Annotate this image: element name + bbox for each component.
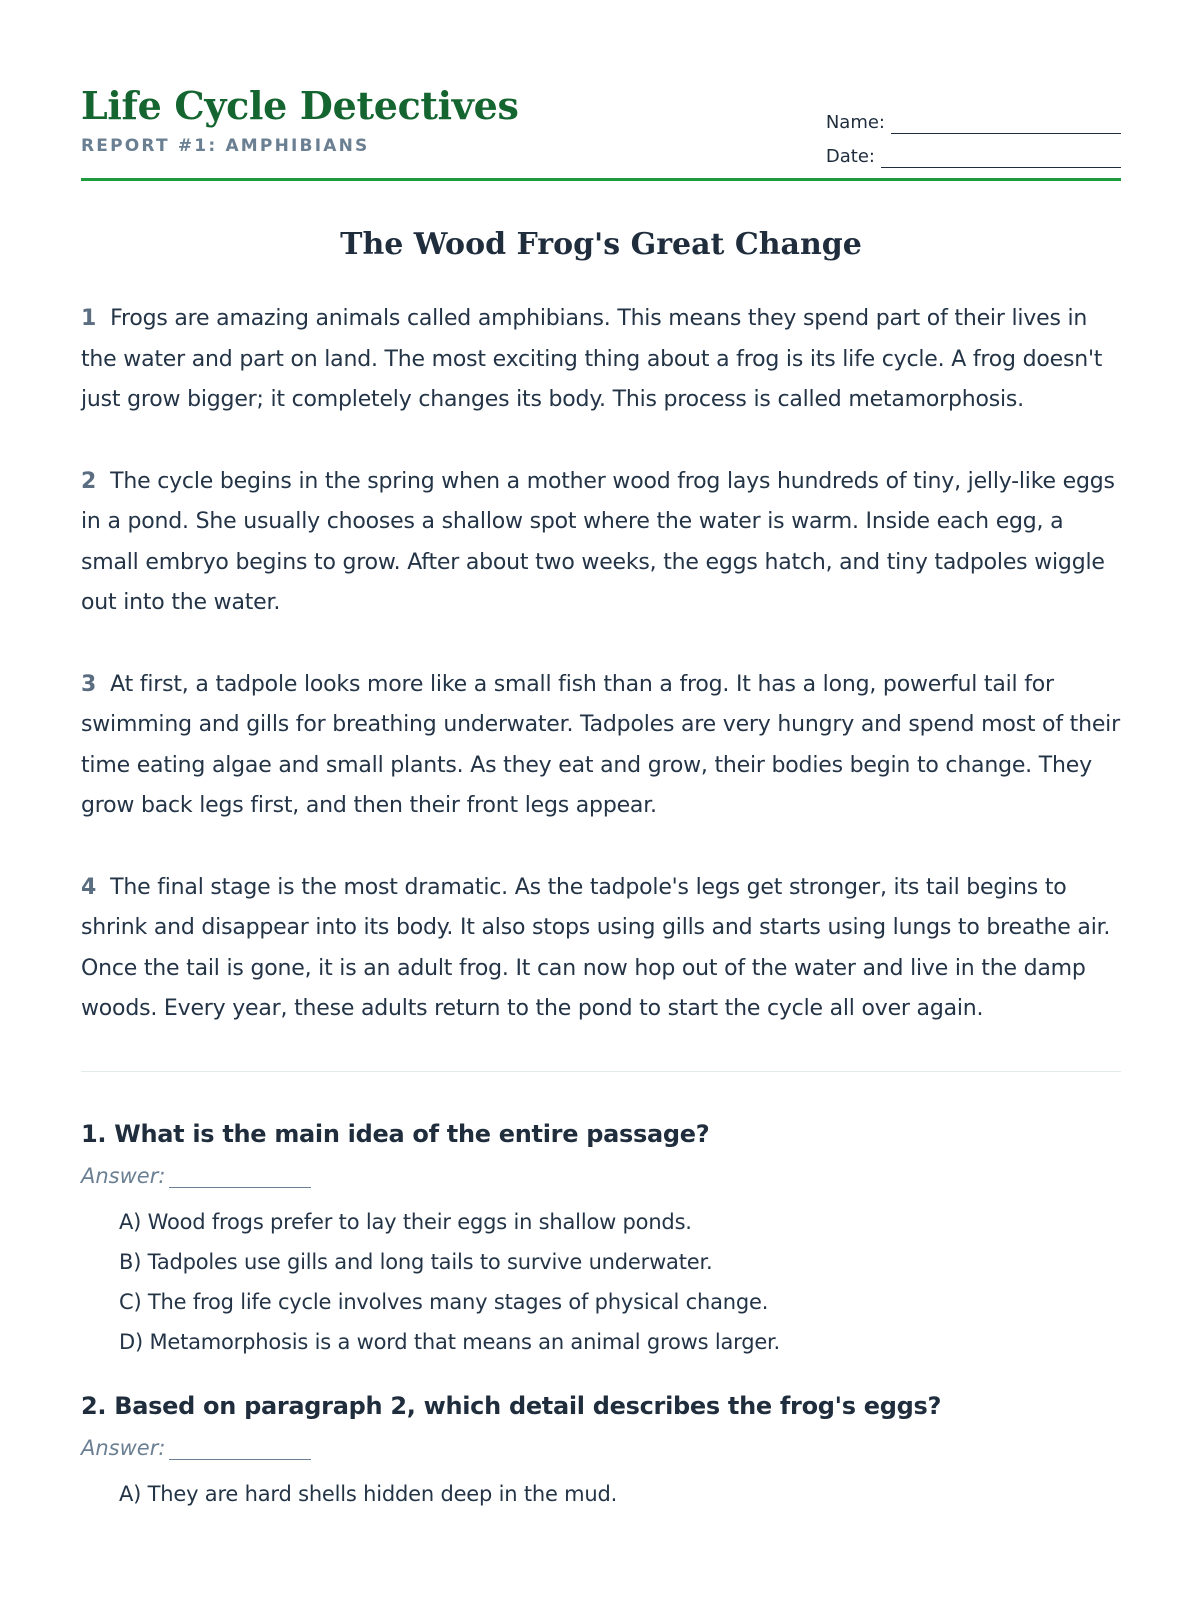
- answer-blank-line: [169, 1167, 311, 1188]
- paragraph-number: 3: [81, 671, 97, 697]
- section-divider: [81, 1071, 1121, 1072]
- paragraph-number: 1: [81, 306, 97, 331]
- date-field: [821, 134, 1121, 168]
- date-label: Date:: [825, 146, 875, 167]
- question-text: 1. What is the main idea of the entire passage?: [81, 1119, 710, 1148]
- answer-label: Answer:: [81, 1163, 166, 1188]
- option-c: C) The frog life cycle involves many stages of physical change.: [119, 1289, 769, 1314]
- questions-section: [81, 1118, 1121, 1514]
- passage-paragraph: [81, 299, 1121, 421]
- name-blank-line: [891, 111, 1121, 134]
- worksheet-header: [81, 0, 1121, 181]
- answer-options: [119, 1202, 1121, 1362]
- paragraph-number: 2: [81, 468, 97, 494]
- option-d: D) Metamorphosis is a word that means an animal grows larger.: [119, 1329, 781, 1354]
- option-a: A) They are hard shells hidden deep in the mud.: [119, 1481, 618, 1506]
- passage-paragraph: [81, 665, 1121, 827]
- paragraph-text: The final stage is the most dramatic. As the tadpole's legs get stronger, its tail begins to shrink and disappear into its body. It also stops using gills and starts using lungs to breathe air. Once the tail is gone, it is an adult frog. It can now hop out of the water and live in the damp woods. Every year, these adults return to the pond to start the cycle all over again.: [81, 874, 1111, 1021]
- name-label: Name:: [825, 112, 885, 133]
- answer-blank-line: [169, 1439, 311, 1460]
- answer-field: [81, 1432, 1121, 1460]
- answer-options: [119, 1474, 1121, 1514]
- paragraph-text: The cycle begins in the spring when a mother wood frog lays hundreds of tiny, jelly-like eggs in a pond. She usually chooses a shallow spot where the water is warm. Inside each egg, a small embryo begins to grow. After about two weeks, the eggs hatch, and tiny tadpoles wiggle out into the water.: [81, 468, 1115, 615]
- article-title: The Wood Frog's Great Change: [340, 227, 862, 262]
- question-text: 2. Based on paragraph 2, which detail describes the frog's eggs?: [81, 1391, 942, 1420]
- name-field: [821, 100, 1121, 134]
- passage-paragraph: [81, 868, 1121, 1030]
- reading-passage: [81, 299, 1121, 1030]
- worksheet-title: Life Cycle Detectives: [81, 83, 519, 128]
- answer-label: Answer:: [81, 1435, 166, 1460]
- passage-paragraph: [81, 462, 1121, 624]
- date-blank-line: [881, 145, 1121, 168]
- paragraph-text: Frogs are amazing animals called amphibians. This means they spend part of their lives in the water and part on land. The most exciting thing about a frog is its life cycle. A frog doesn't just grow bigger; it completely changes its body. This process is called metamorphosis.: [81, 306, 1103, 412]
- paragraph-number: 4: [81, 874, 97, 900]
- worksheet-subtitle: REPORT #1: AMPHIBIANS: [81, 136, 370, 156]
- answer-field: [81, 1160, 1121, 1188]
- paragraph-text: At first, a tadpole looks more like a small fish than a frog. It has a long, powerful tail for swimming and gills for breathing underwater. Tadpoles are very hungry and spend most of their time eating algae and small plants. As they eat and grow, their bodies begin to change. They grow back legs first, and then their front legs appear.: [81, 671, 1120, 818]
- option-a: A) Wood frogs prefer to lay their eggs in shallow ponds.: [119, 1209, 692, 1234]
- worksheet-page: [81, 0, 1121, 1542]
- question-1: [81, 1118, 1121, 1362]
- question-2: [81, 1390, 1121, 1514]
- option-b: B) Tadpoles use gills and long tails to survive underwater.: [119, 1249, 713, 1274]
- student-info-fields: [821, 100, 1121, 168]
